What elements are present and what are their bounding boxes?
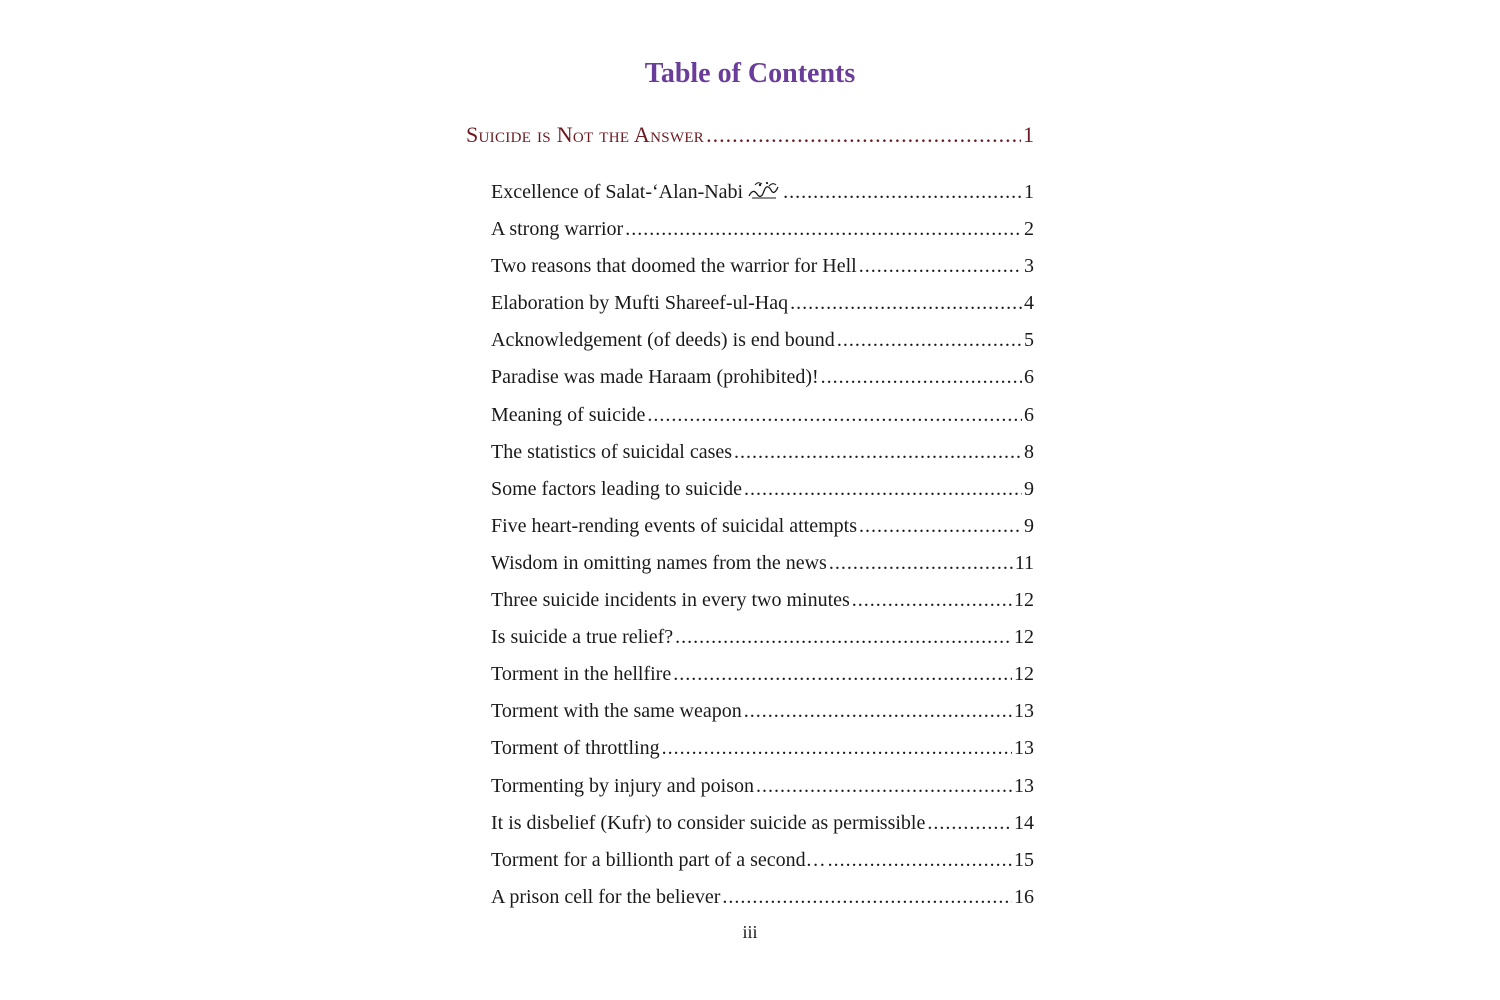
dot-leader (859, 250, 1022, 282)
toc-entry-page-number: 12 (1014, 626, 1034, 649)
toc-entry-label: Torment of throttling (491, 737, 660, 760)
dot-leader (790, 287, 1022, 319)
toc-entry-label: Elaboration by Mufti Shareef-ul-Haq (491, 292, 789, 315)
dot-leader (647, 399, 1022, 431)
toc-entry[interactable] (491, 547, 1034, 584)
dot-leader (756, 770, 1012, 802)
toc-entry-page-number: 16 (1014, 885, 1034, 908)
toc-entry-page-number: 9 (1024, 514, 1034, 537)
toc-entry[interactable] (491, 621, 1034, 658)
dot-leader (783, 176, 1022, 208)
toc-entry-label: Meaning of suicide (491, 403, 646, 426)
toc-chapter-entry[interactable] (466, 120, 1034, 150)
toc-entry-list (491, 176, 1034, 918)
dot-leader (828, 844, 1012, 876)
toc-entry[interactable] (491, 732, 1034, 769)
dot-leader (852, 584, 1012, 616)
toc-entry-label: Torment with the same weapon (491, 700, 742, 723)
toc-entry-page-number: 5 (1024, 329, 1034, 352)
toc-entry-label: Some factors leading to suicide (491, 477, 743, 500)
dot-leader (625, 213, 1022, 245)
chapter-title: Suicide is Not the Answer (466, 122, 705, 147)
toc-entry-page-number: 8 (1024, 440, 1034, 463)
toc-entry[interactable] (491, 770, 1034, 807)
toc-entry-label: Is suicide a true relief? (491, 626, 674, 649)
toc-entry[interactable] (491, 213, 1034, 250)
toc-entry-page-number: 1 (1024, 181, 1034, 203)
toc-entry[interactable] (491, 473, 1034, 510)
toc-entry-page-number: 12 (1014, 663, 1034, 686)
toc-entry[interactable] (491, 658, 1034, 695)
toc-entry-page-number: 13 (1014, 700, 1034, 723)
toc-entry-label: Three suicide incidents in every two minutes (491, 589, 850, 612)
toc-entry[interactable] (491, 510, 1034, 547)
toc-entry-page-number: 6 (1024, 403, 1034, 426)
dot-leader (837, 324, 1022, 356)
toc-entry-page-number: 4 (1024, 292, 1034, 315)
dot-leader (829, 547, 1013, 579)
dot-leader (859, 510, 1022, 542)
toc-entry-label: It is disbelief (Kufr) to consider suicide as permissible (491, 811, 926, 834)
salawat-calligraphy-icon (747, 179, 781, 201)
toc-entry[interactable] (491, 250, 1034, 287)
toc-entry[interactable] (491, 881, 1034, 918)
dot-leader (722, 881, 1012, 913)
dot-leader (821, 361, 1022, 393)
toc-entry[interactable] (491, 695, 1034, 732)
toc-entry-label: Five heart-rending events of suicidal attempts (491, 514, 858, 537)
page-number: iii (742, 922, 758, 942)
toc-entry-page-number: 13 (1014, 737, 1034, 760)
toc-entry-page-number: 15 (1014, 848, 1034, 871)
dot-leader (706, 120, 1021, 150)
toc-entry[interactable] (491, 324, 1034, 361)
toc-entry-page-number: 9 (1024, 477, 1034, 500)
dot-leader (675, 621, 1012, 653)
toc-entry[interactable] (491, 361, 1034, 398)
toc-entry-label: Wisdom in omitting names from the news (491, 551, 827, 574)
toc-entry-page-number: 2 (1024, 218, 1034, 241)
toc-entry-page-number: 12 (1014, 589, 1034, 612)
dot-leader (927, 807, 1012, 839)
toc-entry[interactable] (491, 807, 1034, 844)
chapter-page-number: 1 (1023, 122, 1034, 147)
dot-leader (734, 436, 1022, 468)
toc-entry-label: Two reasons that doomed the warrior for Hell (491, 255, 857, 278)
toc-entry-label: Acknowledgement (of deeds) is end bound (491, 329, 835, 352)
dot-leader (744, 473, 1022, 505)
toc-entry-page-number: 3 (1024, 255, 1034, 278)
toc-entry-page-number: 6 (1024, 366, 1034, 389)
toc-entry-label: A strong warrior (491, 218, 624, 241)
toc-entry-page-number: 11 (1014, 551, 1034, 574)
dot-leader (662, 732, 1012, 764)
toc-entry[interactable] (491, 436, 1034, 473)
toc-entry-label: Tormenting by injury and poison (491, 774, 755, 797)
toc-entry-label: Excellence of Salat-‘Alan-Nabi (491, 176, 781, 208)
toc-entry-label: A prison cell for the believer (491, 885, 721, 908)
toc-entry[interactable] (491, 584, 1034, 621)
toc-entry-label: Torment in the hellfire (491, 663, 672, 686)
dot-leader (673, 658, 1012, 690)
toc-page (466, 0, 1034, 1000)
toc-entry[interactable] (491, 176, 1034, 213)
toc-entry-label: Torment for a billionth part of a second… (491, 848, 826, 871)
toc-entry[interactable] (491, 287, 1034, 324)
dot-leader (744, 695, 1012, 727)
toc-entry[interactable] (491, 399, 1034, 436)
toc-entry[interactable] (491, 844, 1034, 881)
toc-entry-page-number: 14 (1014, 811, 1034, 834)
toc-entry-label: Paradise was made Haraam (prohibited)! (491, 366, 819, 389)
toc-entry-label: The statistics of suicidal cases (491, 440, 733, 463)
page-title: Table of Contents (644, 58, 856, 89)
toc-entry-page-number: 13 (1014, 774, 1034, 797)
